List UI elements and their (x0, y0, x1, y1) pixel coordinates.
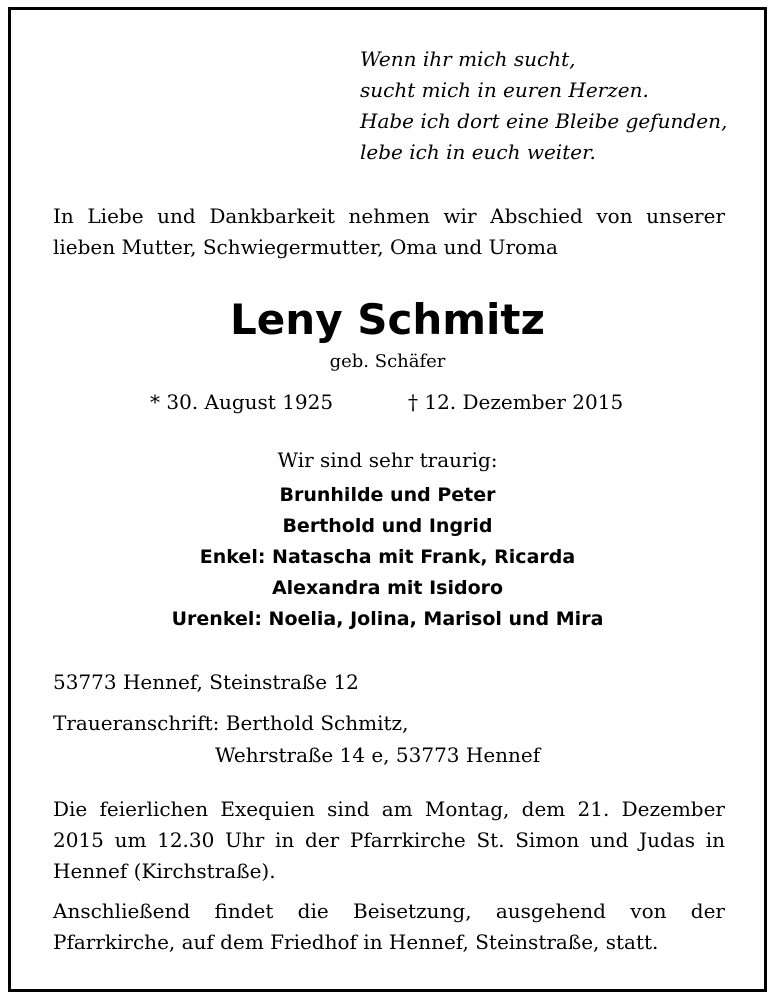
mourner-line: Enkel: Natascha mit Frank, Ricarda (199, 546, 576, 568)
death-date: † 12. Dezember 2015 (408, 390, 624, 414)
maiden-name: geb. Schäfer (329, 351, 446, 372)
poem-line: Habe ich dort eine Bleibe gefunden, (360, 109, 728, 133)
service-details: Die feierlichen Exequien sind am Montag, dem 21. Dezember 2015 um 12.30 Uhr in der Pfarrkirche St. Simon und Judas in Hennef (Kirchstraße). (53, 797, 725, 883)
mourner-line: Brunhilde und Peter (279, 484, 496, 506)
deceased-name: Leny Schmitz (230, 295, 545, 344)
home-address: 53773 Hennef, Steinstraße 12 (53, 670, 359, 694)
burial-details: Anschließend findet die Beisetzung, ausgehend von der Pfarrkirche, auf dem Friedhof in Hennef, Steinstraße, statt. (53, 899, 725, 954)
poem-line: Wenn ihr mich sucht, (360, 47, 576, 71)
mourning-address-line-1: Traueranschrift: Berthold Schmitz, (53, 711, 409, 735)
poem-line: sucht mich in euren Herzen. (360, 78, 649, 102)
intro-text: In Liebe und Dankbarkeit nehmen wir Abschied von unserer lieben Mutter, Schwiegermutter, Oma und Uroma (53, 204, 725, 259)
birth-date: * 30. August 1925 (150, 390, 334, 414)
mourners-intro: Wir sind sehr traurig: (277, 448, 498, 472)
poem-line: lebe ich in euch weiter. (360, 140, 596, 164)
poem (360, 44, 727, 168)
mourning-address-line-2: Wehrstraße 14 e, 53773 Hennef (215, 743, 541, 767)
mourner-line: Berthold und Ingrid (282, 515, 493, 537)
mourners-list (0, 480, 775, 635)
mourner-line: Urenkel: Noelia, Jolina, Marisol und Mira (171, 608, 604, 630)
mourner-line: Alexandra mit Isidoro (271, 577, 504, 599)
